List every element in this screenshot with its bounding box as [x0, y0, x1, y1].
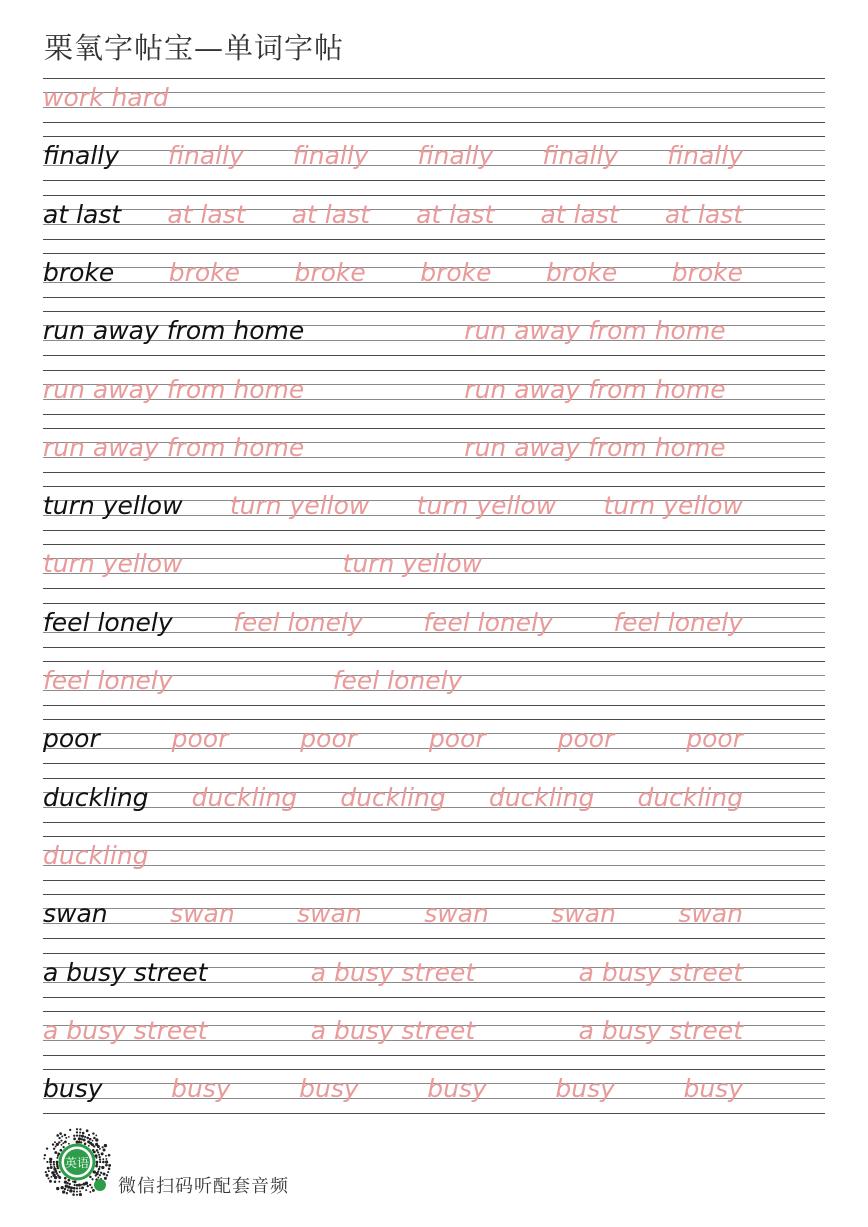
model-word: swan [43, 899, 108, 929]
guide-line [43, 414, 825, 415]
qr-corner-dot [94, 1179, 106, 1191]
trace-word: at last [664, 199, 743, 229]
trace-word: finally [167, 141, 244, 171]
trace-word: run away from home [464, 374, 726, 404]
trace-word: poor [300, 724, 358, 754]
practice-row [43, 311, 825, 355]
model-word: broke [43, 257, 115, 287]
guide-line [43, 603, 825, 604]
trace-word: run away from home [43, 374, 305, 404]
practice-row [43, 136, 825, 180]
practice-row [43, 370, 825, 414]
practice-row [43, 1011, 825, 1055]
trace-word: swan [424, 899, 489, 929]
guide-line [43, 355, 825, 356]
trace-word: duckling [637, 782, 743, 812]
guide-line [43, 778, 825, 779]
trace-word: poor [428, 724, 486, 754]
guide-line [43, 894, 825, 895]
trace-word: feel lonely [613, 607, 743, 637]
trace-word: feel lonely [233, 607, 363, 637]
model-word: feel lonely [43, 607, 173, 637]
trace-word: a busy street [310, 1015, 476, 1045]
guide-line [43, 647, 825, 648]
model-word: finally [43, 141, 120, 171]
trace-word: broke [168, 257, 241, 287]
trace-word: feel lonely [332, 666, 463, 695]
practice-row [43, 544, 825, 588]
guide-line [43, 1011, 825, 1012]
guide-line [43, 836, 825, 837]
trace-word: broke [671, 257, 743, 287]
guide-line [43, 865, 825, 866]
model-word: duckling [43, 782, 149, 812]
trace-word: poor [557, 724, 615, 754]
trace-word: run away from home [43, 432, 305, 462]
practice-row [43, 661, 825, 705]
trace-word: swan [551, 899, 616, 929]
trace-word: a busy street [578, 1015, 743, 1045]
guide-line [43, 953, 825, 954]
trace-word: a busy street [43, 1015, 208, 1045]
trace-word: finally [292, 141, 369, 171]
model-word: run away from home [43, 316, 305, 346]
trace-word: a busy street [578, 957, 743, 987]
model-word: busy [43, 1074, 103, 1104]
trace-word: swan [170, 899, 235, 929]
trace-word: run away from home [464, 432, 726, 462]
trace-word: swan [678, 899, 743, 929]
footer-caption: 微信扫码听配套音频 [118, 1176, 289, 1197]
guide-line [43, 850, 825, 851]
trace-word: finally [666, 141, 743, 171]
guide-line [43, 661, 825, 662]
trace-word: run away from home [464, 316, 726, 346]
guide-line [43, 428, 825, 429]
practice-row [43, 486, 825, 530]
trace-word: busy [171, 1074, 231, 1104]
trace-word: busy [683, 1074, 743, 1104]
practice-row [43, 195, 825, 239]
guide-line [43, 311, 825, 312]
practice-row [43, 778, 825, 822]
guide-line [43, 239, 825, 240]
guide-line [43, 297, 825, 298]
trace-word: duckling [43, 840, 149, 870]
trace-word: at last [167, 199, 246, 229]
guide-line [43, 763, 825, 764]
trace-word: feel lonely [423, 607, 553, 637]
trace-word: turn yellow [416, 491, 557, 521]
practice-row [43, 894, 825, 938]
trace-word: duckling [340, 782, 446, 812]
guide-line [43, 180, 825, 181]
trace-word: a busy street [310, 957, 476, 987]
guide-line [43, 78, 825, 79]
trace-word: broke [420, 257, 492, 287]
guide-line [43, 544, 825, 545]
trace-word: busy [427, 1074, 487, 1104]
practice-row [43, 253, 825, 297]
qr-code-icon[interactable] [42, 1128, 112, 1198]
trace-word: work hard [43, 83, 169, 112]
practice-row [43, 603, 825, 647]
trace-word: busy [555, 1074, 615, 1104]
trace-word: turn yellow [43, 549, 183, 579]
guide-line [43, 997, 825, 998]
guide-line [43, 253, 825, 254]
guide-line [43, 1055, 825, 1056]
guide-line [43, 719, 825, 720]
guide-line [43, 370, 825, 371]
trace-word: busy [299, 1074, 359, 1104]
guide-line [43, 122, 825, 123]
trace-word: at last [540, 199, 619, 229]
guide-line [43, 938, 825, 939]
guide-line [43, 486, 825, 487]
trace-word: turn yellow [229, 491, 370, 521]
guide-line [43, 822, 825, 823]
model-word: at last [43, 199, 122, 229]
guide-line [43, 1113, 825, 1114]
guide-line [43, 1069, 825, 1070]
qr-badge-text: 英语 [64, 1156, 90, 1170]
trace-word: swan [297, 899, 362, 929]
practice-row [43, 78, 825, 122]
trace-word: feel lonely [43, 666, 173, 695]
practice-row [43, 719, 825, 763]
page-title: 栗氧字帖宝—单词字帖 [44, 31, 345, 65]
trace-word: finally [542, 141, 619, 171]
trace-word: turn yellow [342, 549, 483, 579]
practice-row [43, 1069, 825, 1113]
trace-word: at last [291, 199, 370, 229]
model-word: a busy street [43, 957, 208, 987]
trace-word: poor [686, 724, 743, 754]
trace-word: duckling [488, 782, 595, 812]
guide-line [43, 880, 825, 881]
guide-line [43, 588, 825, 589]
trace-word: broke [545, 257, 618, 287]
practice-row [43, 953, 825, 997]
model-word: turn yellow [43, 491, 183, 521]
trace-word: duckling [191, 782, 298, 812]
practice-row [43, 836, 825, 880]
trace-word: poor [171, 724, 229, 754]
trace-word: finally [417, 141, 494, 171]
trace-word: at last [416, 199, 495, 229]
trace-word: turn yellow [603, 491, 743, 521]
model-word: poor [43, 724, 100, 754]
guide-line [43, 530, 825, 531]
guide-line [43, 136, 825, 137]
guide-line [43, 195, 825, 196]
trace-word: broke [294, 257, 366, 287]
practice-row [43, 428, 825, 472]
guide-line [43, 472, 825, 473]
guide-line [43, 705, 825, 706]
